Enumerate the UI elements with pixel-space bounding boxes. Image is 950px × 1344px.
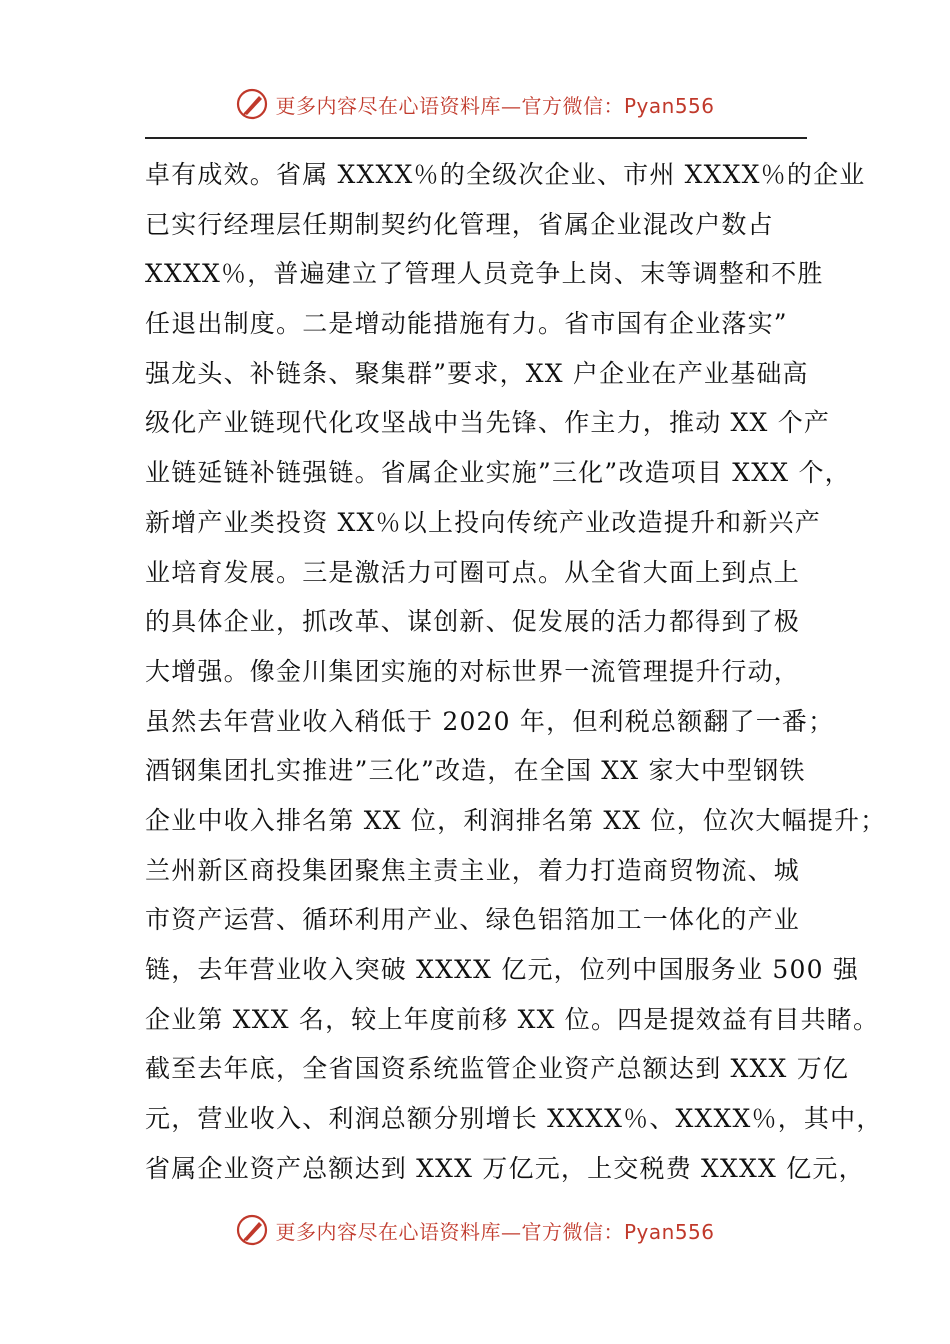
quill-pen-logo-icon [235,1213,269,1247]
header-wechat-id: Pyan556 [623,93,715,118]
body-line: 虽然去年营业收入稍低于 2020 年，但利税总额翻了一番； [145,706,835,736]
document-body [145,150,887,1193]
footer-banner [0,1210,950,1250]
header-brand: 更多内容尽在心语资料库—官方微信： [275,93,624,118]
body-line: 的具体企业，抓改革、谋创新、促发展的活力都得到了极 [145,607,801,637]
body-line: 省属企业资产总额达到 XXX 万亿元，上交税费 XXXX 亿元， [145,1153,865,1183]
body-line: 任退出制度。二是增动能措施有力。省市国有企业落实” [145,309,788,339]
body-line: 企业第 XXX 名，较上年度前移 XX 位。四是提效益有目共睹。 [145,1004,880,1034]
body-line: 链，去年营业收入突破 XXXX 亿元，位列中国服务业 500 强 [145,955,860,984]
body-line: XXXX％，普遍建立了管理人员竞争上岗、末等调整和不胜 [145,259,824,289]
body-line: 已实行经理层任期制契约化管理，省属企业混改户数占 [145,209,774,239]
body-line: 兰州新区商投集团聚焦主责主业，着力打造商贸物流、城 [145,855,801,885]
body-line: 卓有成效。省属 XXXX％的全级次企业、市州 XXXX％的企业 [145,160,866,189]
body-line: 酒钢集团扎实推进”三化”改造，在全国 XX 家大中型钢铁 [145,756,806,786]
header-banner-text [275,90,714,119]
footer-brand: 更多内容尽在心语资料库—官方微信： [275,1219,624,1244]
body-line: 企业中收入排名第 XX 位，利润排名第 XX 位，位次大幅提升； [145,805,887,835]
quill-pen-logo-icon [235,87,269,121]
body-line: 强龙头、补链条、聚集群”要求，XX 户企业在产业基础高 [145,358,809,388]
body-line: 新增产业类投资 XX％以上投向传统产业改造提升和新兴产 [145,507,821,537]
body-line: 截至去年底，全省国资系统监管企业资产总额达到 XXX 万亿 [145,1054,850,1084]
body-line: 业链延链补链强链。省属企业实施”三化”改造项目 XXX 个， [145,458,851,488]
footer-wechat-id: Pyan556 [623,1219,715,1244]
body-line: 市资产运营、循环利用产业、绿色铝箔加工一体化的产业 [145,905,801,935]
header-banner [0,84,950,124]
body-line: 大增强。像金川集团实施的对标世界一流管理提升行动， [145,656,801,686]
body-line: 业培育发展。三是激活力可圈可点。从全省大面上到点上 [145,557,801,587]
body-line: 级化产业链现代化攻坚战中当先锋、作主力，推动 XX 个产 [145,408,831,438]
body-line: 元，营业收入、利润总额分别增长 XXXX％、XXXX％，其中， [145,1104,883,1134]
footer-banner-text [275,1216,714,1245]
header-divider [145,137,807,139]
